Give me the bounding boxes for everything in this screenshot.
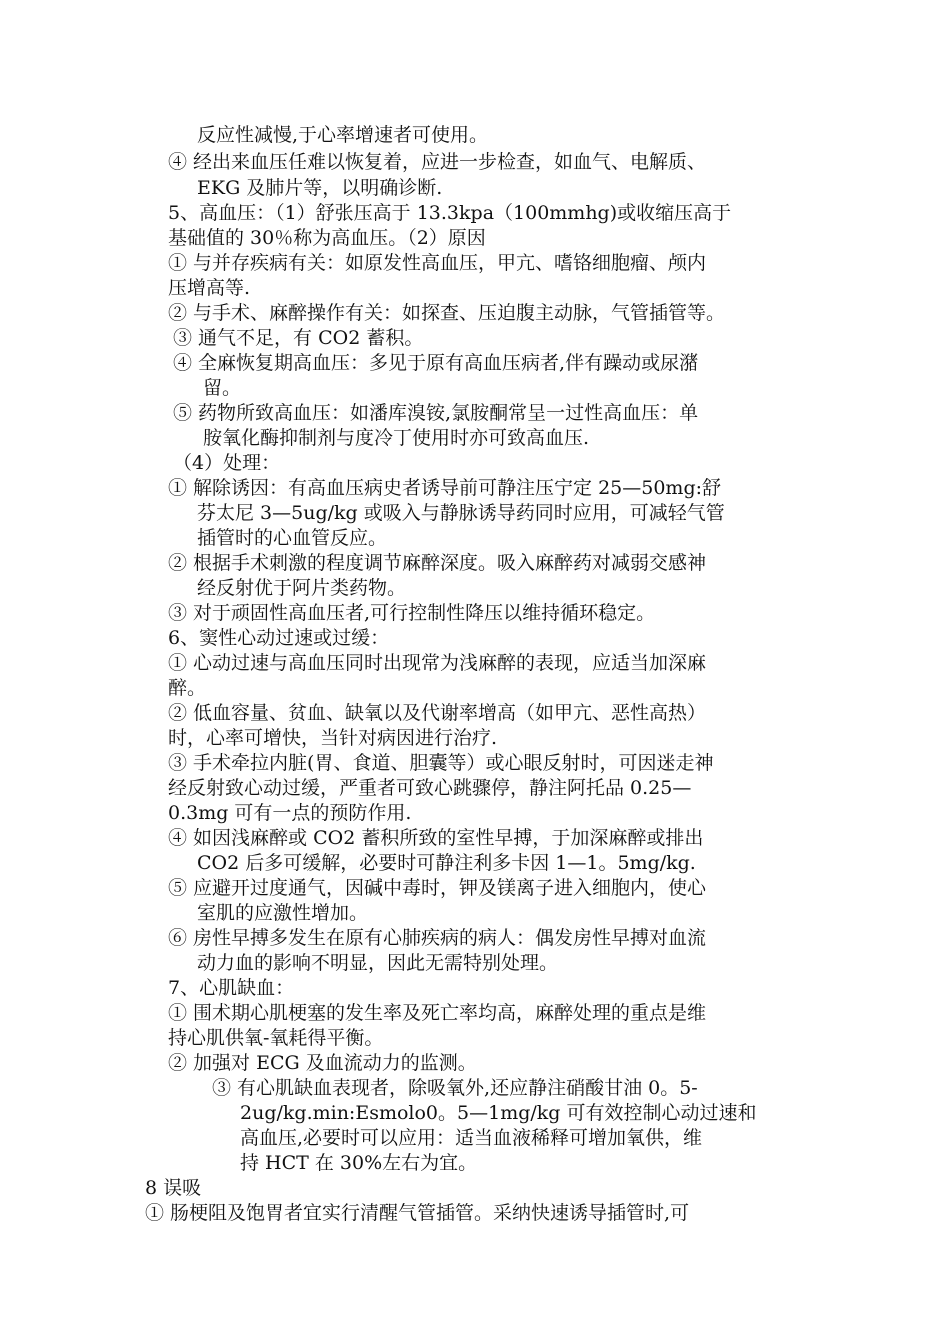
text-line: ① 肠梗阻及饱胃者宜实行清醒气管插管。采纳快速诱导插管时,可: [145, 1202, 690, 1224]
text-line: 2ug/kg.min:Esmolo0。5—1mg/kg 可有效控制心动过速和: [240, 1102, 757, 1124]
text-line: 时，心率可增快，当针对病因进行治疗.: [168, 727, 498, 749]
text-line: 8 误吸: [145, 1177, 202, 1199]
text-line: 留。: [203, 377, 242, 399]
text-line: ④ 经出来血压任难以恢复着，应进一步检查，如血气、电解质、: [168, 151, 707, 173]
text-line: EKG 及肺片等，以明确诊断.: [197, 177, 443, 199]
text-line: 经反射优于阿片类药物。: [197, 577, 407, 599]
text-line: 持 HCT 在 30%左右为宜。: [240, 1152, 478, 1174]
text-line: ② 与手术、麻醉操作有关：如探查、压迫腹主动脉，气管插管等。: [168, 302, 726, 324]
text-line: （4）处理：: [173, 452, 281, 474]
text-line: 醉。: [168, 677, 207, 699]
text-line: ② 加强对 ECG 及血流动力的监测。: [168, 1052, 477, 1074]
text-line: 7、心肌缺血：: [168, 977, 295, 999]
text-line: ③ 通气不足，有 CO2 蓄积。: [173, 327, 424, 349]
text-line: 持心肌供氧-氧耗得平衡。: [168, 1027, 384, 1049]
text-line: 插管时的心血管反应。: [197, 527, 388, 549]
text-line: CO2 后多可缓解，必要时可静注利多卡因 1—1。5mg/kg.: [197, 852, 696, 874]
text-line: ⑤ 应避开过度通气，因碱中毒时，钾及镁离子进入细胞内，使心: [168, 877, 707, 899]
text-line: 5、高血压：（1）舒张压高于 13.3kpa（100mmhg)或收缩压高于: [168, 202, 732, 224]
text-line: ① 心动过速与高血压同时出现常为浅麻醉的表现，应适当加深麻: [168, 652, 707, 674]
text-line: 胺氧化酶抑制剂与度冷丁使用时亦可致高血压.: [203, 427, 590, 449]
text-line: ③ 有心肌缺血表现者，除吸氧外,还应静注硝酸甘油 0。5-: [212, 1077, 698, 1099]
text-line: 高血压,必要时可以应用：适当血液稀释可增加氧供，维: [240, 1127, 703, 1149]
text-line: 基础值的 30％称为高血压。（2）原因: [168, 227, 486, 249]
text-line: 经反射致心动过缓，严重者可致心跳骤停，静注阿托品 0.25—: [168, 777, 692, 799]
text-line: ③ 对于顽固性高血压者,可行控制性降压以维持循环稳定。: [168, 602, 656, 624]
text-line: ④ 全麻恢复期高血压：多见于原有高血压病者,伴有躁动或尿潴: [173, 352, 699, 374]
text-line: ② 根据手术刺激的程度调节麻醉深度。吸入麻醉药对减弱交感神: [168, 552, 707, 574]
text-line: ① 解除诱因：有高血压病史者诱导前可静注压宁定 25—50mg:舒: [168, 477, 722, 499]
text-line: ① 与并存疾病有关：如原发性高血压，甲亢、嗜铬细胞瘤、颅内: [168, 252, 707, 274]
text-line: ⑤ 药物所致高血压：如潘库溴铵,氯胺酮常呈一过性高血压：单: [173, 402, 699, 424]
text-line: ③ 手术牵拉内脏(胃、食道、胆囊等）或心眼反射时，可因迷走神: [168, 752, 714, 774]
text-line: 0.3mg 可有一点的预防作用.: [168, 802, 412, 824]
text-line: 动力血的影响不明显，因此无需特别处理。: [197, 952, 559, 974]
text-line: 6、窦性心动过速或过缓：: [168, 627, 390, 649]
text-line: 室肌的应激性增加。: [197, 902, 369, 924]
text-line: ② 低血容量、贫血、缺氧以及代谢率增高（如甲亢、恶性高热）: [168, 702, 707, 724]
text-line: 压增高等.: [168, 277, 251, 299]
text-line: ① 围术期心肌梗塞的发生率及死亡率均高，麻醉处理的重点是维: [168, 1002, 707, 1024]
text-line: ④ 如因浅麻醉或 CO2 蓄积所致的室性早搏，于加深麻醉或排出: [168, 827, 704, 849]
text-line: 反应性减慢,于心率增速者可使用。: [197, 124, 489, 146]
text-line: 芬太尼 3—5ug/kg 或吸入与静脉诱导药同时应用，可减轻气管: [197, 502, 725, 524]
text-line: ⑥ 房性早搏多发生在原有心肺疾病的病人：偶发房性早搏对血流: [168, 927, 707, 949]
